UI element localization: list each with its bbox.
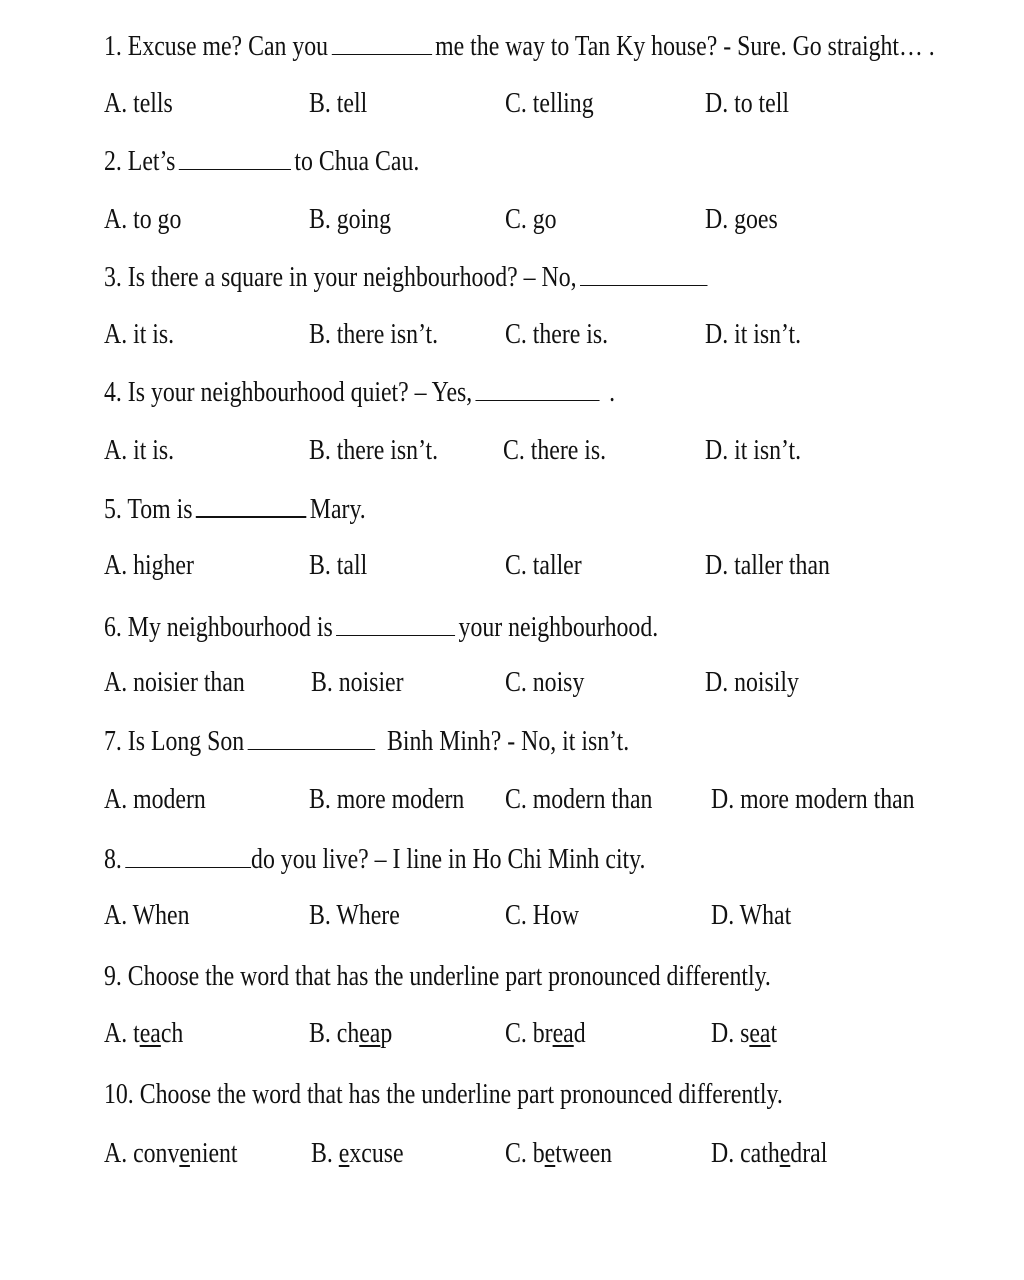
answer-blank xyxy=(476,374,600,401)
underlined-part: e xyxy=(179,1138,190,1169)
question-3-stem: 3. Is there a square in your neighbourhood? – No, xyxy=(104,258,711,298)
question-9-option-a: A. teach xyxy=(104,1018,184,1049)
question-5-option-a: A. higher xyxy=(104,550,194,581)
underlined-part: ea xyxy=(552,1018,574,1049)
underlined-part: ea xyxy=(139,1018,161,1049)
question-10-stem: 10. Choose the word that has the underline part pronounced differently. xyxy=(104,1079,783,1110)
question-4-option-d: D. it isn’t. xyxy=(705,435,802,466)
question-1-stem: 1. Excuse me? Can you me the way to Tan Ky house? - Sure. Go straight… . xyxy=(104,27,935,67)
question-6-option-c: C. noisy xyxy=(505,667,585,698)
question-7-option-b: B. more modern xyxy=(309,784,465,815)
question-5-option-c: C. taller xyxy=(505,550,582,581)
question-4-stem: 4. Is your neighbourhood quiet? – Yes, . xyxy=(104,373,615,413)
question-9-option-b: B. cheap xyxy=(309,1018,393,1049)
question-6-option-b: B. noisier xyxy=(311,667,404,698)
question-9-option-d: D. seat xyxy=(711,1018,778,1049)
question-10-option-c: C. between xyxy=(505,1138,613,1169)
question-6-option-a: A. noisier than xyxy=(104,667,245,698)
answer-blank xyxy=(196,490,307,518)
question-2-option-b: B. going xyxy=(309,204,391,235)
question-8-option-d: D. What xyxy=(711,900,792,931)
question-6-stem: 6. My neighbourhood is your neighbourhood. xyxy=(104,608,658,648)
question-3-option-c: C. there is. xyxy=(505,319,609,350)
answer-blank xyxy=(336,609,455,636)
question-2-option-d: D. goes xyxy=(705,204,778,235)
question-10-option-b: B. excuse xyxy=(311,1138,404,1169)
question-8-option-a: A. When xyxy=(104,900,190,931)
underlined-part: ea xyxy=(359,1018,381,1049)
answer-blank xyxy=(580,259,708,286)
underlined-part: e xyxy=(544,1138,556,1169)
question-8-stem: 8. do you live? – I line in Ho Chi Minh city. xyxy=(104,840,645,880)
question-5-option-b: B. tall xyxy=(309,550,368,581)
question-2-option-a: A. to go xyxy=(104,204,182,235)
question-10-option-d: D. cathedral xyxy=(711,1138,828,1169)
question-2-option-c: C. go xyxy=(505,204,557,235)
question-7-option-c: C. modern than xyxy=(505,784,653,815)
underlined-part: e xyxy=(779,1138,791,1169)
question-8-option-c: C. How xyxy=(505,900,580,931)
question-4-option-c: C. there is. xyxy=(503,435,607,466)
question-6-option-d: D. noisily xyxy=(705,667,799,698)
question-9-option-c: C. bread xyxy=(505,1018,586,1049)
question-2-stem: 2. Let’s to Chua Cau. xyxy=(104,142,419,182)
question-8-option-b: B. Where xyxy=(309,900,400,931)
question-7-option-d: D. more modern than xyxy=(711,784,915,815)
question-3-option-a: A. it is. xyxy=(104,319,175,350)
question-1-option-b: B. tell xyxy=(309,88,368,119)
question-7-option-a: A. modern xyxy=(104,784,206,815)
answer-blank xyxy=(125,841,251,868)
underlined-part: e xyxy=(338,1138,350,1169)
question-7-stem: 7. Is Long Son Binh Minh? - No, it isn’t. xyxy=(104,722,629,762)
question-1-option-d: D. to tell xyxy=(705,88,789,119)
answer-blank xyxy=(248,723,376,750)
question-10-option-a: A. convenient xyxy=(104,1138,238,1169)
answer-blank xyxy=(179,143,291,170)
question-1-option-c: C. telling xyxy=(505,88,594,119)
question-4-option-a: A. it is. xyxy=(104,435,175,466)
question-1-option-a: A. tells xyxy=(104,88,173,119)
underlined-part: ea xyxy=(749,1018,771,1049)
answer-blank xyxy=(331,28,431,55)
question-5-option-d: D. taller than xyxy=(705,550,830,581)
question-4-option-b: B. there isn’t. xyxy=(309,435,439,466)
question-5-stem: 5. Tom is Mary. xyxy=(104,490,366,530)
question-3-option-d: D. it isn’t. xyxy=(705,319,802,350)
question-9-stem: 9. Choose the word that has the underline part pronounced differently. xyxy=(104,961,771,992)
question-3-option-b: B. there isn’t. xyxy=(309,319,439,350)
